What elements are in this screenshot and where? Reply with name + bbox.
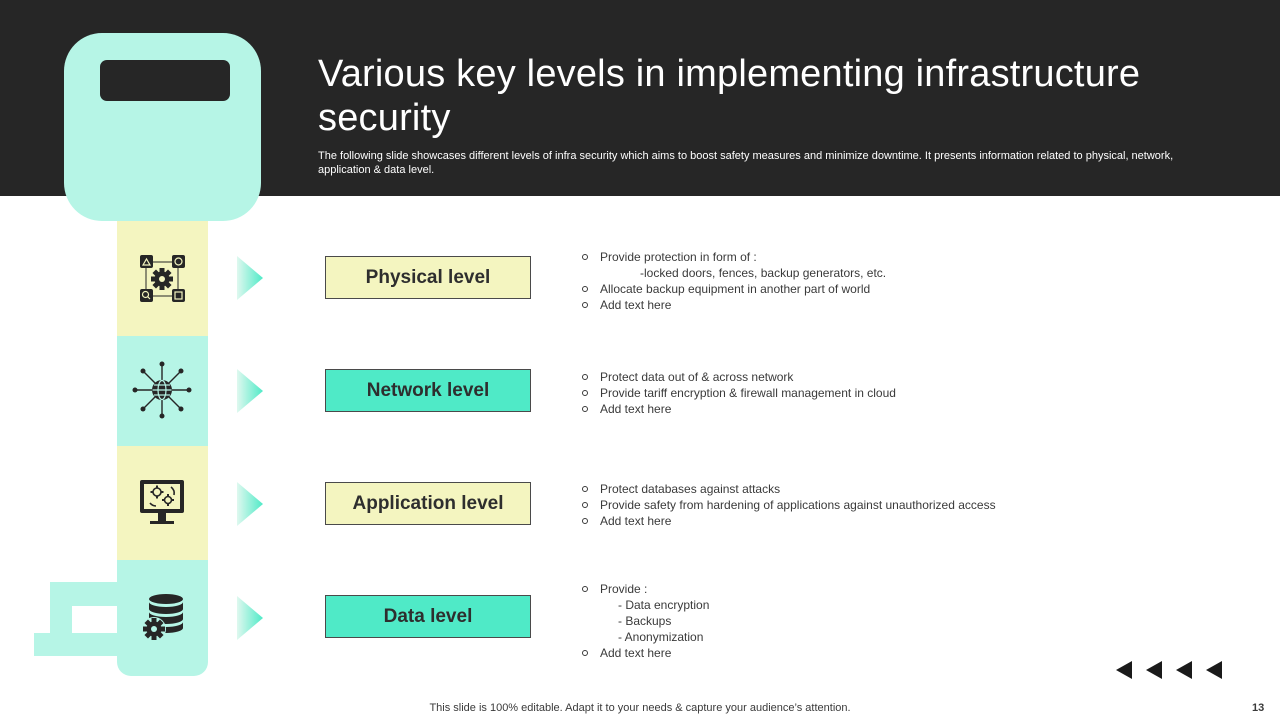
list-item: - Anonymization — [618, 630, 704, 644]
list-item: Provide safety from hardening of applications against unauthorized access — [580, 497, 1220, 513]
monitor-gears-icon — [132, 473, 192, 533]
list-item: - Backups — [618, 614, 672, 628]
list-item: Provide protection in form of : — [580, 249, 1220, 265]
list-item: Add text here — [580, 513, 1220, 529]
level-label-application: Application level — [325, 482, 531, 525]
key-bit — [50, 606, 72, 633]
list-item: - Data encryption — [618, 598, 710, 612]
key-bit — [50, 582, 120, 606]
network-level-bullets — [580, 369, 1220, 417]
level-label-network: Network level — [325, 369, 531, 412]
list-item: Provide tariff encryption & firewall management in cloud — [580, 385, 1220, 401]
list-item: Add text here — [580, 297, 1220, 313]
slide-navigation — [1116, 661, 1222, 679]
list-item: Add text here — [580, 645, 1220, 661]
globe-network-icon — [132, 360, 192, 420]
physical-level-bullets — [580, 249, 1220, 313]
chevron-right-icon — [237, 256, 263, 300]
key-bit — [34, 633, 120, 656]
list-item: Add text here — [580, 401, 1220, 417]
triangle-left-icon[interactable] — [1206, 661, 1222, 679]
chevron-right-icon — [237, 596, 263, 640]
triangle-left-icon[interactable] — [1146, 661, 1162, 679]
list-item: Provide : — [580, 581, 1220, 597]
slide-title: Various key levels in implementing infrastructure security — [318, 53, 1141, 139]
key-slot — [100, 60, 230, 101]
level-label-data: Data level — [325, 595, 531, 638]
application-level-bullets — [580, 481, 1220, 529]
level-label-physical: Physical level — [325, 256, 531, 299]
data-level-bullets — [580, 581, 1220, 661]
database-gear-icon — [132, 589, 192, 649]
chevron-right-icon — [237, 369, 263, 413]
footer-note: This slide is 100% editable. Adapt it to your needs & capture your audience’s attention. — [429, 702, 851, 714]
chevron-right-icon — [237, 482, 263, 526]
page-number: 13 — [1252, 702, 1265, 714]
security-network-gear-icon — [132, 249, 192, 309]
list-item: -locked doors, fences, backup generators, etc. — [640, 266, 887, 280]
list-item: Allocate backup equipment in another part of world — [580, 281, 1220, 297]
list-item: Protect databases against attacks — [580, 481, 1220, 497]
triangle-left-icon[interactable] — [1116, 661, 1132, 679]
slide-subtitle: The following slide showcases different levels of infra security which aims to boost safety measures and minimize downtime. It presents information related to physical, network, application & data level. — [318, 150, 1174, 176]
list-item: Protect data out of & across network — [580, 369, 1220, 385]
triangle-left-icon[interactable] — [1176, 661, 1192, 679]
